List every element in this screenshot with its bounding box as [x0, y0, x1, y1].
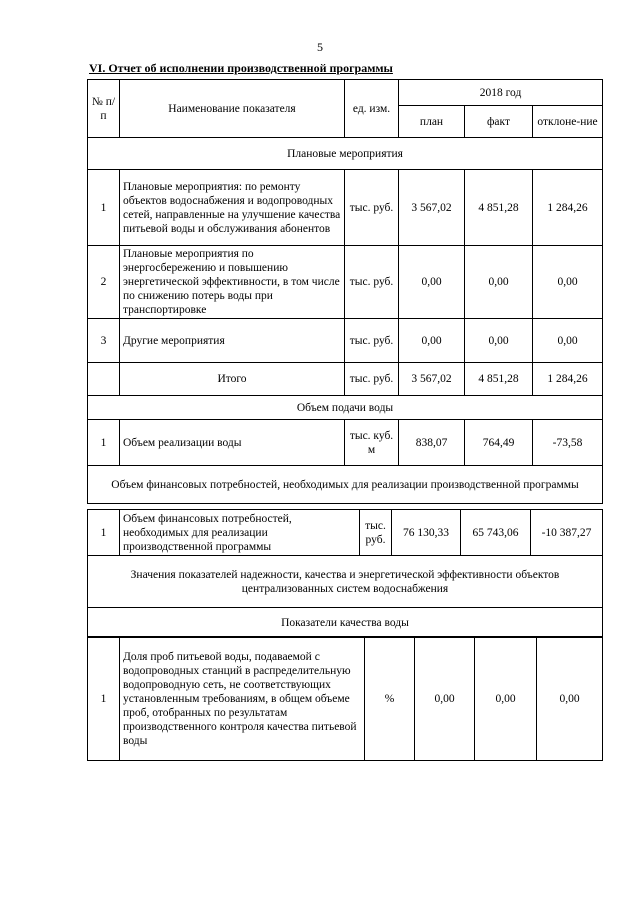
header-plan: план — [399, 106, 465, 138]
section-finance: Объем финансовых потребностей, необходимых для реализации производственной программы — [88, 466, 603, 504]
row-deviation: 1 284,26 — [533, 363, 603, 396]
table-row — [88, 246, 603, 319]
header-name: Наименование показателя — [120, 80, 345, 138]
row-num: 3 — [88, 319, 120, 363]
row-unit: тыс. руб. — [345, 319, 399, 363]
table-row — [88, 170, 603, 246]
row-name: Объем финансовых потребностей, необходимых для реализации производственной программы — [120, 510, 360, 556]
table-row — [88, 319, 603, 363]
section-quality: Показатели качества воды — [88, 608, 603, 638]
page-number: 5 — [317, 40, 323, 54]
row-name: Доля проб питьевой воды, подаваемой с водопроводных станций в распределительную водопроводную сеть, не соответствующих установленным требованиям, в общем объеме проб, отобранных по результатам производственного контроля качества питьевой воды — [120, 637, 365, 761]
report-table-main — [87, 79, 603, 504]
row-name: Объем реализации воды — [120, 420, 345, 466]
row-num: 1 — [88, 510, 120, 556]
row-deviation: 1 284,26 — [533, 170, 603, 246]
row-name: Другие мероприятия — [120, 319, 345, 363]
row-deviation: 0,00 — [533, 246, 603, 319]
header-num: № п/п — [88, 80, 120, 138]
row-fact: 0,00 — [475, 637, 537, 761]
row-unit: тыс. куб. м — [345, 420, 399, 466]
row-plan: 76 130,33 — [392, 510, 461, 556]
row-unit: тыс. руб. — [345, 246, 399, 319]
row-fact: 4 851,28 — [465, 363, 533, 396]
row-unit: тыс. руб. — [360, 510, 392, 556]
table-row — [88, 420, 603, 466]
row-num: 1 — [88, 637, 120, 761]
row-fact: 0,00 — [465, 246, 533, 319]
report-table-quality — [87, 636, 603, 761]
table-row — [88, 510, 603, 556]
row-num: 1 — [88, 170, 120, 246]
row-unit: % — [365, 637, 415, 761]
row-fact: 4 851,28 — [465, 170, 533, 246]
row-num: 2 — [88, 246, 120, 319]
row-fact: 0,00 — [465, 319, 533, 363]
row-num — [88, 363, 120, 396]
row-name: Плановые мероприятия: по ремонту объектов водоснабжения и водопроводных сетей, направленные на улучшение качества питьевой воды и обслуживания абонентов — [120, 170, 345, 246]
header-deviation: отклоне-ние — [533, 106, 603, 138]
row-plan: 3 567,02 — [399, 170, 465, 246]
row-plan: 0,00 — [399, 319, 465, 363]
row-plan: 0,00 — [415, 637, 475, 761]
row-plan: 3 567,02 — [399, 363, 465, 396]
row-fact: 65 743,06 — [461, 510, 531, 556]
row-deviation: -73,58 — [533, 420, 603, 466]
table-row-total — [88, 363, 603, 396]
header-fact: факт — [465, 106, 533, 138]
table-row — [88, 637, 603, 761]
row-name: Итого — [120, 363, 345, 396]
row-name: Плановые мероприятия по энергосбережению и повышению энергетической эффективности, в том числе по снижению потерь воды при транспортировке — [120, 246, 345, 319]
header-year: 2018 год — [399, 80, 603, 106]
row-unit: тыс. руб. — [345, 170, 399, 246]
row-plan: 838,07 — [399, 420, 465, 466]
row-fact: 764,49 — [465, 420, 533, 466]
header-unit: ед. изм. — [345, 80, 399, 138]
section-supply: Объем подачи воды — [88, 396, 603, 420]
row-deviation: 0,00 — [537, 637, 603, 761]
row-plan: 0,00 — [399, 246, 465, 319]
section-indicators: Значения показателей надежности, качества и энергетической эффективности объектов централизованных систем водоснабжения — [88, 556, 603, 608]
row-unit: тыс. руб. — [345, 363, 399, 396]
row-num: 1 — [88, 420, 120, 466]
row-deviation: -10 387,27 — [531, 510, 603, 556]
report-table-finance — [87, 509, 603, 638]
section-title: VI. Отчет об исполнении производственной программы — [89, 61, 393, 75]
row-deviation: 0,00 — [533, 319, 603, 363]
section-planned: Плановые мероприятия — [88, 138, 603, 170]
